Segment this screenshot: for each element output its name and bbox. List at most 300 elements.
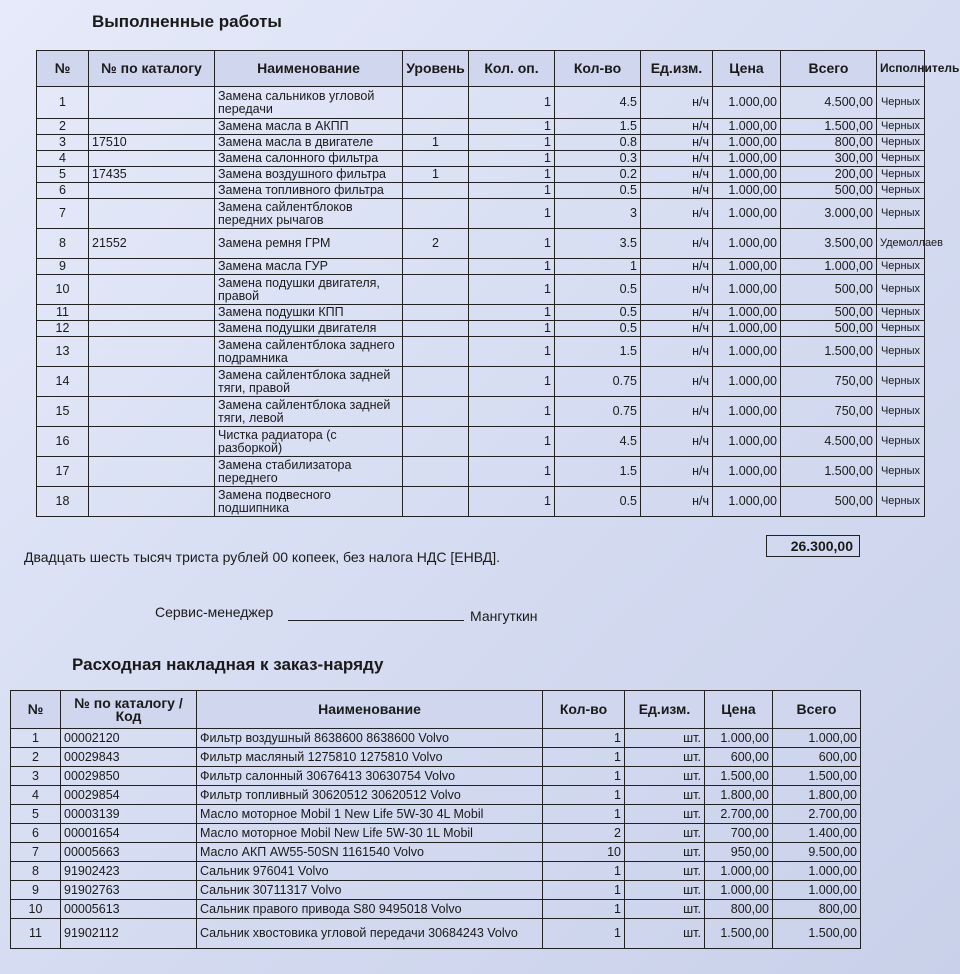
works-cell: 1.5 bbox=[555, 119, 641, 135]
works-cell: н/ч bbox=[641, 305, 713, 321]
works-cell bbox=[403, 305, 469, 321]
works-cell: н/ч bbox=[641, 199, 713, 229]
works-cell bbox=[403, 119, 469, 135]
works-row bbox=[37, 367, 925, 397]
invoice-row bbox=[11, 862, 861, 881]
works-cell: 15 bbox=[37, 397, 89, 427]
works-cell: 0.5 bbox=[555, 275, 641, 305]
invoice-cell: Масло АКП AW55-50SN 1161540 Volvo bbox=[197, 843, 543, 862]
invoice-cell: 1 bbox=[543, 862, 625, 881]
works-cell: 0.75 bbox=[555, 397, 641, 427]
works-cell: 1 bbox=[469, 183, 555, 199]
works-cell bbox=[403, 321, 469, 337]
works-cell: Замена сальников угловой передачи bbox=[215, 87, 403, 119]
works-row bbox=[37, 87, 925, 119]
invoice-cell: Фильтр топливный 30620512 30620512 Volvo bbox=[197, 786, 543, 805]
works-cell: 1.000,00 bbox=[713, 275, 781, 305]
works-cell: Замена подушки двигателя, правой bbox=[215, 275, 403, 305]
works-header: Уровень bbox=[403, 51, 469, 87]
invoice-table bbox=[10, 690, 861, 949]
works-cell: н/ч bbox=[641, 367, 713, 397]
works-cell: Замена сайлентблоков передних рычагов bbox=[215, 199, 403, 229]
works-cell: н/ч bbox=[641, 337, 713, 367]
invoice-cell: 11 bbox=[11, 919, 61, 949]
works-cell: 0.75 bbox=[555, 367, 641, 397]
works-cell: 1 bbox=[469, 397, 555, 427]
works-cell bbox=[89, 321, 215, 337]
works-header: Наименование bbox=[215, 51, 403, 87]
works-cell: Замена воздушного фильтра bbox=[215, 167, 403, 183]
works-cell: 1 bbox=[469, 487, 555, 517]
works-row bbox=[37, 259, 925, 275]
invoice-row bbox=[11, 824, 861, 843]
invoice-header: № bbox=[11, 691, 61, 729]
invoice-header: Ед.изм. bbox=[625, 691, 705, 729]
invoice-cell: шт. bbox=[625, 767, 705, 786]
invoice-cell: 1.800,00 bbox=[705, 786, 773, 805]
works-cell: 1 bbox=[469, 167, 555, 183]
works-cell: 0.3 bbox=[555, 151, 641, 167]
works-cell bbox=[89, 199, 215, 229]
works-cell: 1 bbox=[469, 321, 555, 337]
invoice-row bbox=[11, 729, 861, 748]
works-cell: н/ч bbox=[641, 87, 713, 119]
invoice-cell: 2.700,00 bbox=[773, 805, 861, 824]
works-cell: 13 bbox=[37, 337, 89, 367]
works-cell: 1.000,00 bbox=[713, 427, 781, 457]
invoice-cell: шт. bbox=[625, 900, 705, 919]
works-cell: Черных bbox=[877, 167, 925, 183]
invoice-cell: 5 bbox=[11, 805, 61, 824]
invoice-cell: 00005663 bbox=[61, 843, 197, 862]
works-cell: 1 bbox=[469, 151, 555, 167]
works-table bbox=[36, 50, 960, 517]
invoice-row bbox=[11, 748, 861, 767]
works-cell: 1 bbox=[37, 87, 89, 119]
invoice-cell: 1 bbox=[543, 919, 625, 949]
works-cell bbox=[89, 457, 215, 487]
works-cell bbox=[89, 337, 215, 367]
invoice-cell: 1.500,00 bbox=[705, 919, 773, 949]
invoice-header: Цена bbox=[705, 691, 773, 729]
works-cell bbox=[403, 487, 469, 517]
works-cell: 3.000,00 bbox=[781, 199, 877, 229]
works-cell: Замена подушки двигателя bbox=[215, 321, 403, 337]
works-cell: н/ч bbox=[641, 397, 713, 427]
invoice-row bbox=[11, 843, 861, 862]
works-row bbox=[37, 457, 925, 487]
works-cell: 500,00 bbox=[781, 487, 877, 517]
invoice-cell: 1 bbox=[543, 881, 625, 900]
works-cell: 1 bbox=[469, 119, 555, 135]
works-row bbox=[37, 229, 925, 259]
works-cell: Замена сайлентблока заднего подрамника bbox=[215, 337, 403, 367]
works-cell: Черных bbox=[877, 397, 925, 427]
works-row bbox=[37, 119, 925, 135]
invoice-header: Наименование bbox=[197, 691, 543, 729]
works-cell: н/ч bbox=[641, 427, 713, 457]
works-cell: 1 bbox=[469, 199, 555, 229]
works-cell bbox=[89, 397, 215, 427]
works-row bbox=[37, 305, 925, 321]
invoice-cell: 7 bbox=[11, 843, 61, 862]
works-cell: Черных bbox=[877, 199, 925, 229]
works-cell: 1.000,00 bbox=[713, 367, 781, 397]
works-cell: 1 bbox=[555, 259, 641, 275]
invoice-cell: 1 bbox=[543, 805, 625, 824]
works-cell: 1 bbox=[403, 167, 469, 183]
works-cell: 1.000,00 bbox=[713, 229, 781, 259]
works-cell: Замена сайлентблока задней тяги, левой bbox=[215, 397, 403, 427]
works-cell: Черных bbox=[877, 367, 925, 397]
invoice-cell: 00002120 bbox=[61, 729, 197, 748]
works-cell bbox=[403, 337, 469, 367]
invoice-cell: Сальник 976041 Volvo bbox=[197, 862, 543, 881]
works-cell: Замена подвесного подшипника bbox=[215, 487, 403, 517]
works-cell bbox=[403, 275, 469, 305]
works-row bbox=[37, 427, 925, 457]
works-cell: н/ч bbox=[641, 457, 713, 487]
works-cell: 800,00 bbox=[781, 135, 877, 151]
works-cell: н/ч bbox=[641, 151, 713, 167]
works-cell: 500,00 bbox=[781, 305, 877, 321]
works-cell bbox=[89, 427, 215, 457]
invoice-cell: 950,00 bbox=[705, 843, 773, 862]
works-total: 26.300,00 bbox=[766, 535, 860, 557]
works-header: № bbox=[37, 51, 89, 87]
works-cell bbox=[403, 397, 469, 427]
works-header: Ед.изм. bbox=[641, 51, 713, 87]
invoice-cell: 00029850 bbox=[61, 767, 197, 786]
works-cell bbox=[89, 87, 215, 119]
works-cell: 0.5 bbox=[555, 305, 641, 321]
works-cell: Черных bbox=[877, 119, 925, 135]
invoice-cell: 800,00 bbox=[773, 900, 861, 919]
invoice-header-row bbox=[11, 691, 861, 729]
invoice-cell: шт. bbox=[625, 843, 705, 862]
works-cell: 18 bbox=[37, 487, 89, 517]
invoice-cell: 6 bbox=[11, 824, 61, 843]
works-cell: н/ч bbox=[641, 275, 713, 305]
works-cell: 1.000,00 bbox=[713, 151, 781, 167]
invoice-cell: 800,00 bbox=[705, 900, 773, 919]
invoice-cell: 1.000,00 bbox=[773, 862, 861, 881]
works-row bbox=[37, 275, 925, 305]
works-cell: 4.500,00 bbox=[781, 427, 877, 457]
works-cell: 1.000,00 bbox=[713, 87, 781, 119]
works-row bbox=[37, 199, 925, 229]
works-header: Всего bbox=[781, 51, 877, 87]
amount-in-words: Двадцать шесть тысяч триста рублей 00 копеек, без налога НДС [ЕНВД]. bbox=[24, 549, 501, 565]
works-cell: 4.5 bbox=[555, 427, 641, 457]
works-header: Исполнитель bbox=[877, 51, 925, 87]
works-cell bbox=[403, 427, 469, 457]
works-cell: Черных bbox=[877, 427, 925, 457]
works-cell: 1.000,00 bbox=[713, 259, 781, 275]
invoice-cell: 1.400,00 bbox=[773, 824, 861, 843]
invoice-header: Кол-во bbox=[543, 691, 625, 729]
works-cell: н/ч bbox=[641, 487, 713, 517]
works-cell: 200,00 bbox=[781, 167, 877, 183]
works-cell: Замена ремня ГРМ bbox=[215, 229, 403, 259]
works-cell: 1.000,00 bbox=[713, 199, 781, 229]
works-cell: 3.500,00 bbox=[781, 229, 877, 259]
works-cell: 3 bbox=[555, 199, 641, 229]
works-cell: 3 bbox=[37, 135, 89, 151]
works-cell: 500,00 bbox=[781, 321, 877, 337]
invoice-cell: 00029843 bbox=[61, 748, 197, 767]
works-cell: 1 bbox=[469, 305, 555, 321]
invoice-cell: Сальник хвостовика угловой передачи 30684243 Volvo bbox=[197, 919, 543, 949]
works-cell: н/ч bbox=[641, 229, 713, 259]
works-cell bbox=[403, 183, 469, 199]
works-cell: н/ч bbox=[641, 321, 713, 337]
works-cell: 1.000,00 bbox=[713, 183, 781, 199]
invoice-cell: 1 bbox=[543, 900, 625, 919]
works-cell: 1.500,00 bbox=[781, 457, 877, 487]
works-cell: Замена масла ГУР bbox=[215, 259, 403, 275]
invoice-cell: 600,00 bbox=[705, 748, 773, 767]
works-cell: н/ч bbox=[641, 167, 713, 183]
works-cell: Черных bbox=[877, 259, 925, 275]
works-header: Цена bbox=[713, 51, 781, 87]
invoice-row bbox=[11, 900, 861, 919]
works-row bbox=[37, 487, 925, 517]
works-row bbox=[37, 337, 925, 367]
invoice-cell: 9 bbox=[11, 881, 61, 900]
works-header-row bbox=[37, 51, 925, 87]
works-cell: 12 bbox=[37, 321, 89, 337]
invoice-header: Всего bbox=[773, 691, 861, 729]
works-cell: 300,00 bbox=[781, 151, 877, 167]
invoice-cell: 2 bbox=[543, 824, 625, 843]
invoice-cell: 10 bbox=[11, 900, 61, 919]
works-cell: 0.8 bbox=[555, 135, 641, 151]
works-cell: 6 bbox=[37, 183, 89, 199]
works-cell: 17510 bbox=[89, 135, 215, 151]
signature-label: Сервис-менеджер bbox=[155, 604, 274, 620]
invoice-cell: шт. bbox=[625, 729, 705, 748]
works-cell: Черных bbox=[877, 305, 925, 321]
works-cell: 1 bbox=[469, 457, 555, 487]
works-cell: 1.000,00 bbox=[713, 337, 781, 367]
invoice-cell: шт. bbox=[625, 862, 705, 881]
works-cell: 1.500,00 bbox=[781, 119, 877, 135]
works-cell: Черных bbox=[877, 183, 925, 199]
works-cell bbox=[89, 151, 215, 167]
works-cell: 2 bbox=[37, 119, 89, 135]
works-cell bbox=[89, 183, 215, 199]
invoice-cell: 1 bbox=[11, 729, 61, 748]
works-header: Кол-во bbox=[555, 51, 641, 87]
works-cell: 0.5 bbox=[555, 321, 641, 337]
invoice-cell: 91902763 bbox=[61, 881, 197, 900]
works-cell: 0.5 bbox=[555, 487, 641, 517]
works-cell bbox=[403, 259, 469, 275]
invoice-cell: 1.000,00 bbox=[773, 729, 861, 748]
works-cell: 500,00 bbox=[781, 275, 877, 305]
works-cell bbox=[403, 367, 469, 397]
works-title: Выполненные работы bbox=[92, 12, 282, 31]
works-cell: Замена масла в двигателе bbox=[215, 135, 403, 151]
works-cell: 10 bbox=[37, 275, 89, 305]
invoice-cell: 700,00 bbox=[705, 824, 773, 843]
works-cell: 1 bbox=[469, 135, 555, 151]
invoice-row bbox=[11, 767, 861, 786]
invoice-cell: Сальник 30711317 Volvo bbox=[197, 881, 543, 900]
invoice-cell: шт. bbox=[625, 786, 705, 805]
works-row bbox=[37, 321, 925, 337]
invoice-cell: 1 bbox=[543, 748, 625, 767]
invoice-cell: 91902423 bbox=[61, 862, 197, 881]
invoice-cell: 1.800,00 bbox=[773, 786, 861, 805]
invoice-cell: 9.500,00 bbox=[773, 843, 861, 862]
works-cell bbox=[89, 305, 215, 321]
works-cell: 1.5 bbox=[555, 457, 641, 487]
works-cell: 1 bbox=[469, 337, 555, 367]
works-cell: 4 bbox=[37, 151, 89, 167]
works-cell: Черных bbox=[877, 457, 925, 487]
invoice-row bbox=[11, 805, 861, 824]
works-cell: 1.000,00 bbox=[713, 321, 781, 337]
works-row bbox=[37, 183, 925, 199]
works-header: Кол. оп. bbox=[469, 51, 555, 87]
invoice-cell: Фильтр воздушный 8638600 8638600 Volvo bbox=[197, 729, 543, 748]
works-cell: Удемоллаев bbox=[877, 229, 925, 259]
works-cell: Черных bbox=[877, 321, 925, 337]
invoice-cell: 1.000,00 bbox=[705, 881, 773, 900]
works-cell: Замена топливного фильтра bbox=[215, 183, 403, 199]
works-cell: Замена сайлентблока задней тяги, правой bbox=[215, 367, 403, 397]
works-cell: Чистка радиатора (с разборкой) bbox=[215, 427, 403, 457]
works-row bbox=[37, 167, 925, 183]
works-cell: 7 bbox=[37, 199, 89, 229]
works-cell bbox=[403, 151, 469, 167]
invoice-cell: 600,00 bbox=[773, 748, 861, 767]
invoice-cell: 1.500,00 bbox=[773, 767, 861, 786]
works-cell: 8 bbox=[37, 229, 89, 259]
works-cell bbox=[89, 259, 215, 275]
invoice-row bbox=[11, 881, 861, 900]
works-cell: 2 bbox=[403, 229, 469, 259]
works-cell: 1 bbox=[469, 259, 555, 275]
works-cell: 1.000,00 bbox=[713, 119, 781, 135]
works-cell bbox=[89, 487, 215, 517]
works-cell bbox=[403, 87, 469, 119]
invoice-cell: шт. bbox=[625, 824, 705, 843]
works-cell: 1 bbox=[403, 135, 469, 151]
works-cell: 1 bbox=[469, 87, 555, 119]
works-cell: 4.500,00 bbox=[781, 87, 877, 119]
works-row bbox=[37, 397, 925, 427]
works-cell: Черных bbox=[877, 135, 925, 151]
invoice-cell: 1.000,00 bbox=[773, 881, 861, 900]
signature-line bbox=[288, 602, 464, 621]
invoice-cell: шт. bbox=[625, 805, 705, 824]
works-cell: 1.000,00 bbox=[713, 457, 781, 487]
works-cell: Черных bbox=[877, 151, 925, 167]
works-cell: 9 bbox=[37, 259, 89, 275]
invoice-header: № по каталогу / Код bbox=[61, 691, 197, 729]
works-cell: 500,00 bbox=[781, 183, 877, 199]
invoice-cell: Фильтр масляный 1275810 1275810 Volvo bbox=[197, 748, 543, 767]
works-cell bbox=[89, 119, 215, 135]
signature-name: Мангуткин bbox=[470, 608, 538, 624]
invoice-cell: 1.000,00 bbox=[705, 862, 773, 881]
works-cell: 5 bbox=[37, 167, 89, 183]
works-cell bbox=[89, 367, 215, 397]
works-cell: Черных bbox=[877, 337, 925, 367]
works-cell: н/ч bbox=[641, 119, 713, 135]
invoice-cell: 1 bbox=[543, 729, 625, 748]
invoice-cell: 10 bbox=[543, 843, 625, 862]
works-cell: 17 bbox=[37, 457, 89, 487]
invoice-cell: 1.000,00 bbox=[705, 729, 773, 748]
works-cell: 1 bbox=[469, 427, 555, 457]
works-cell: н/ч bbox=[641, 135, 713, 151]
works-cell: 1 bbox=[469, 367, 555, 397]
works-cell: 1.000,00 bbox=[713, 167, 781, 183]
works-row bbox=[37, 135, 925, 151]
invoice-cell: шт. bbox=[625, 919, 705, 949]
invoice-cell: 8 bbox=[11, 862, 61, 881]
invoice-cell: Фильтр салонный 30676413 30630754 Volvo bbox=[197, 767, 543, 786]
works-cell: 1 bbox=[469, 275, 555, 305]
works-cell: 4.5 bbox=[555, 87, 641, 119]
works-cell: 3.5 bbox=[555, 229, 641, 259]
works-cell: 11 bbox=[37, 305, 89, 321]
works-cell: 21552 bbox=[89, 229, 215, 259]
invoice-cell: 00003139 bbox=[61, 805, 197, 824]
works-cell: Замена стабилизатора переднего bbox=[215, 457, 403, 487]
works-cell: 16 bbox=[37, 427, 89, 457]
works-cell: Замена салонного фильтра bbox=[215, 151, 403, 167]
works-cell: 0.2 bbox=[555, 167, 641, 183]
works-cell: Черных bbox=[877, 87, 925, 119]
invoice-cell: 2 bbox=[11, 748, 61, 767]
invoice-cell: 1 bbox=[543, 786, 625, 805]
works-cell: 750,00 bbox=[781, 397, 877, 427]
works-cell: н/ч bbox=[641, 183, 713, 199]
invoice-cell: шт. bbox=[625, 881, 705, 900]
works-cell: 1.000,00 bbox=[713, 305, 781, 321]
invoice-row bbox=[11, 919, 861, 949]
invoice-cell: 00029854 bbox=[61, 786, 197, 805]
invoice-cell: 1.500,00 bbox=[705, 767, 773, 786]
invoice-cell: 3 bbox=[11, 767, 61, 786]
works-cell: 1.500,00 bbox=[781, 337, 877, 367]
works-cell bbox=[403, 457, 469, 487]
works-cell: Черных bbox=[877, 275, 925, 305]
invoice-cell: 2.700,00 bbox=[705, 805, 773, 824]
works-cell: Черных bbox=[877, 487, 925, 517]
works-cell: 1.000,00 bbox=[713, 397, 781, 427]
works-cell: н/ч bbox=[641, 259, 713, 275]
invoice-cell: 00005613 bbox=[61, 900, 197, 919]
works-cell: 1.000,00 bbox=[781, 259, 877, 275]
invoice-cell: Сальник правого привода S80 9495018 Volvo bbox=[197, 900, 543, 919]
works-cell: 17435 bbox=[89, 167, 215, 183]
invoice-row bbox=[11, 786, 861, 805]
works-cell: 14 bbox=[37, 367, 89, 397]
invoice-cell: Масло моторное Mobil 1 New Life 5W-30 4L Mobil bbox=[197, 805, 543, 824]
invoice-cell: 4 bbox=[11, 786, 61, 805]
works-cell bbox=[403, 199, 469, 229]
invoice-cell: 1.500,00 bbox=[773, 919, 861, 949]
works-cell: 0.5 bbox=[555, 183, 641, 199]
works-header: № по каталогу bbox=[89, 51, 215, 87]
works-cell: 1 bbox=[469, 229, 555, 259]
